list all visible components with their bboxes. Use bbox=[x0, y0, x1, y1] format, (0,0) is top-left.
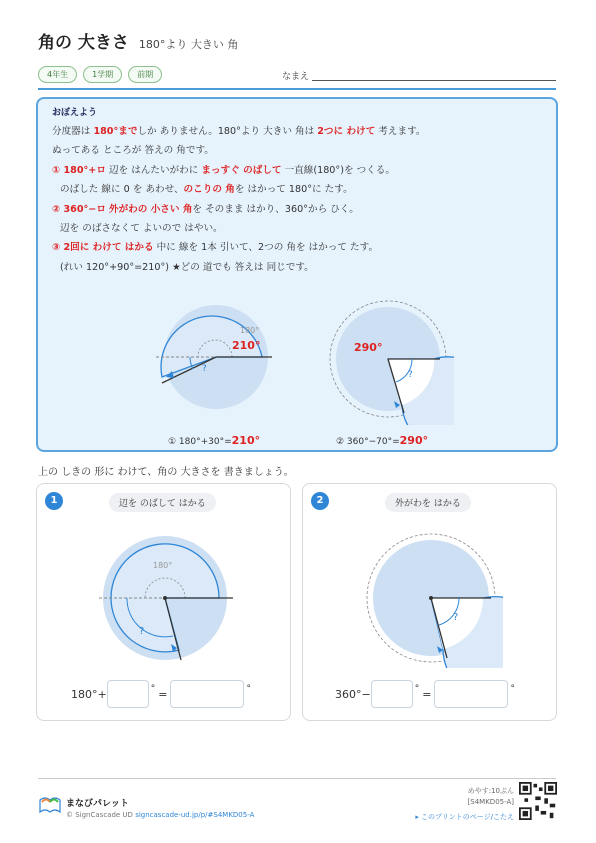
highlight-text: 180°まで bbox=[93, 126, 138, 137]
example-diagram-1 bbox=[148, 297, 298, 417]
highlight-text: ② 360°−ロ bbox=[52, 203, 106, 215]
formula-1-text: ① 180°+30°= bbox=[168, 437, 232, 447]
lesson-line bbox=[52, 219, 547, 238]
equation-lead: 360°− bbox=[335, 687, 371, 701]
answer-box-a[interactable] bbox=[107, 680, 149, 708]
answer-row-1 bbox=[71, 680, 251, 708]
problem-hint: 外がわを はかる bbox=[385, 493, 471, 512]
name-label: なまえ bbox=[282, 72, 310, 82]
highlight-text: ③ 2回に わけて はかる bbox=[52, 242, 154, 254]
lesson-text-run: 考えます。 bbox=[375, 126, 426, 137]
time-estimate: めやす:10ぷん bbox=[467, 787, 514, 795]
problem-number: 1 bbox=[45, 492, 63, 510]
lesson-text-run: 中に 線を 1本 引いて、2つの 角を はかって たす。 bbox=[153, 242, 379, 254]
worksheet-code: [S4MKD05-A] bbox=[467, 798, 514, 806]
highlight-text: まっすぐ のばして bbox=[201, 164, 282, 176]
lesson-text-run: 一直線(180°)を つくる。 bbox=[281, 164, 395, 176]
lesson-line bbox=[52, 238, 547, 257]
lesson-line bbox=[52, 258, 547, 277]
vertex-dot bbox=[163, 596, 167, 600]
lesson-line bbox=[52, 141, 547, 160]
lesson-text-run: ぬってある ところが 答えの 角です。 bbox=[52, 145, 214, 157]
qr-code-icon[interactable] bbox=[519, 782, 557, 820]
example-diagram-2 bbox=[324, 295, 454, 425]
problem-diagram-2 bbox=[363, 528, 503, 668]
brand-name: まなびパレット bbox=[66, 799, 129, 809]
highlight-text: のこりの 角 bbox=[183, 184, 235, 196]
title-row bbox=[38, 28, 238, 53]
diagram-question: ? bbox=[453, 612, 459, 623]
problem-card-1 bbox=[36, 483, 291, 721]
problem-number: 2 bbox=[311, 492, 329, 510]
problem-diagram-1 bbox=[93, 530, 243, 670]
formula-2-result: 290° bbox=[399, 434, 429, 447]
formula-2-text: ② 360°−70°= bbox=[336, 437, 400, 447]
term-tag: 1学期 bbox=[83, 66, 122, 83]
grade-tag: 4年生 bbox=[38, 66, 77, 83]
highlight-text: 外がわの 小さい 角 bbox=[108, 203, 193, 215]
instruction: 上の しきの 形に わけて、角の 大きさを 書きましょう。 bbox=[38, 467, 294, 478]
vertex-dot bbox=[429, 596, 433, 600]
lesson-text-run: を はかって 180°に たす。 bbox=[234, 184, 353, 196]
name-field[interactable] bbox=[312, 80, 556, 81]
answer-page-link[interactable]: ▸ このプリントのページ/こたえ bbox=[415, 813, 514, 821]
lesson-panel bbox=[36, 97, 558, 452]
header-divider bbox=[38, 88, 556, 90]
lesson-line bbox=[52, 180, 547, 199]
copyright bbox=[66, 811, 254, 819]
degree-sign: ° bbox=[246, 684, 251, 694]
lesson-text-run: 分度器は bbox=[52, 126, 94, 137]
diagram-arc-label: 180° bbox=[153, 561, 173, 570]
lesson-line bbox=[52, 200, 547, 219]
highlight-text: 2つに わけて bbox=[317, 126, 376, 137]
degree-sign: ° bbox=[510, 684, 515, 694]
lesson-text-run: 辺を はんたいがわに bbox=[105, 164, 202, 176]
footer-divider bbox=[38, 778, 556, 779]
answer-row-2 bbox=[335, 680, 515, 708]
lesson-text-run: しか ありません。180°より 大きい 角は bbox=[137, 126, 318, 137]
diagram-angle-label: 210° bbox=[232, 339, 261, 352]
lesson-text-run: (れい 120°+90°=210°) ★どの 道でも 答えは 同じです。 bbox=[60, 261, 314, 273]
lesson-text-run: のばした 線に 0 を あわせ、 bbox=[60, 184, 184, 196]
lesson-line bbox=[52, 122, 547, 141]
equals-sign: = bbox=[158, 687, 168, 701]
lesson-text bbox=[52, 122, 547, 277]
diagram-question: ? bbox=[202, 364, 207, 374]
lesson-text-run: 辺を のばさなくて よいので はやい。 bbox=[60, 223, 223, 235]
diagram-arc-label: 180° bbox=[240, 326, 260, 335]
answer-box-b[interactable] bbox=[434, 680, 508, 708]
highlight-text: ① 180°+ロ bbox=[52, 164, 106, 176]
problem-hint: 辺を のばして はかる bbox=[109, 493, 216, 512]
formula-1 bbox=[168, 434, 260, 447]
problem-card-2 bbox=[302, 483, 557, 721]
lesson-line bbox=[52, 161, 547, 180]
equals-sign: = bbox=[422, 687, 432, 701]
formula-1-result: 210° bbox=[231, 434, 261, 447]
book-logo-icon bbox=[38, 794, 62, 816]
lesson-text-run: を そのまま はかり、360°から ひく。 bbox=[192, 203, 359, 215]
worksheet-url[interactable]: signcascade-ud.jp/p/#S4MKD05-A bbox=[135, 811, 255, 819]
diagram-angle-label: 290° bbox=[354, 341, 383, 354]
degree-sign: ° bbox=[414, 684, 420, 694]
semester-tag: 前期 bbox=[128, 66, 162, 83]
tag-list bbox=[38, 66, 162, 83]
page-subtitle: 180°より 大きい 角 bbox=[138, 38, 239, 51]
diagram-question: ? bbox=[408, 370, 413, 380]
diagram-question: ? bbox=[139, 626, 145, 637]
copyright-text: © SignCascade UD bbox=[66, 811, 133, 819]
degree-sign: ° bbox=[150, 684, 156, 694]
equation-lead: 180°+ bbox=[71, 687, 107, 701]
page-title: 角の 大きさ bbox=[38, 33, 129, 53]
lesson-heading: おぼえよう bbox=[52, 108, 98, 118]
answer-box-b[interactable] bbox=[170, 680, 244, 708]
answer-box-a[interactable] bbox=[371, 680, 413, 708]
formula-2 bbox=[336, 434, 428, 447]
